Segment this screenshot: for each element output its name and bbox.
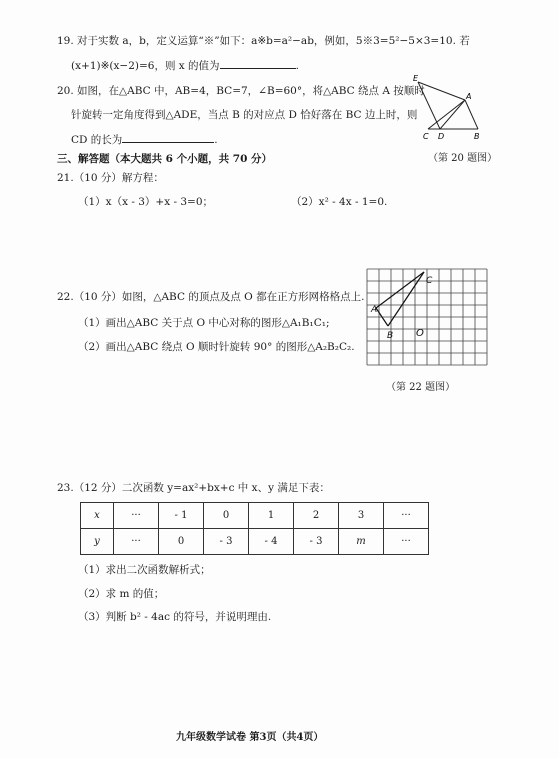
q20-line3-end: . (214, 134, 218, 146)
q23-cell: 2 (294, 503, 339, 529)
q19-line2 (71, 57, 299, 73)
q21-head: 21.（10 分）解方程： (57, 172, 164, 184)
q22-grid-figure (364, 266, 490, 372)
q19-line2-text: (x+1)※(x−2)=6，则 x 的值为 (71, 60, 220, 72)
q20-line2: 针旋转一定角度得到△ADE，当点 B 的对应点 D 恰好落在 BC 边上时，则 (71, 109, 418, 121)
q20-seg-AD (440, 100, 465, 129)
q19-answer-blank[interactable] (220, 57, 296, 69)
q20-answer-blank[interactable] (122, 131, 214, 143)
q23-row-y (81, 529, 429, 555)
q22-seg-AC (376, 272, 424, 308)
q23-cell: - 4 (249, 529, 294, 555)
page-footer: 九年级数学试卷 第3页（共4页） (176, 732, 324, 743)
q22-label-B: B (387, 331, 394, 341)
q22-label-C: C (426, 276, 433, 286)
q23-head: 23.（12 分）二次函数 y=ax²+bx+c 中 x、y 满足下表： (57, 482, 330, 494)
q22-head: 22.（10 分）如图，△ABC 的顶点及点 O 都在正方形网格格点上. (57, 291, 365, 303)
q19-line1: 19. 对于实数 a，b，定义运算“※”如下：a※b=a²−ab，例如，5※3=5²−5×3=10. 若 (57, 35, 470, 47)
q21-part1: （1）x（x - 3）+x - 3=0； (78, 196, 214, 208)
q20-line3 (71, 131, 218, 147)
q20-seg-AB (465, 100, 478, 129)
q23-cell: y (81, 529, 114, 555)
q20-label-A: A (466, 92, 472, 101)
q23-cell: ··· (384, 529, 429, 555)
section3-title: 三、解答题（本大题共 6 个小题，共 70 分） (57, 153, 273, 165)
q23-cell: ··· (384, 503, 429, 529)
q22-part2: （2）画出△ABC 绕点 O 顺时针旋转 90° 的图形△A₂B₂C₂. (78, 341, 355, 353)
q23-cell: ··· (114, 503, 159, 529)
q23-cell: 0 (204, 503, 249, 529)
q23-cell: - 3 (204, 529, 249, 555)
q23-part1: （1）求出二次函数解析式； (78, 564, 211, 576)
q20-label-D: D (438, 132, 445, 141)
q23-cell: - 3 (294, 529, 339, 555)
q19-line2-end: . (295, 60, 299, 72)
q23-cell: 1 (249, 503, 294, 529)
q23-cell: 3 (339, 503, 384, 529)
q20-line1: 20. 如图，在△ABC 中，AB=4，BC=7，∠B=60°，将△ABC 绕点 A 按顺时 (57, 85, 425, 97)
q22-label-A: A (371, 305, 378, 315)
q20-label-B: B (474, 132, 480, 141)
q23-cell: - 1 (159, 503, 204, 529)
q20-caption: （第 20 题图） (428, 153, 498, 164)
q23-part2: （2）求 m 的值； (78, 588, 165, 600)
q23-cell: 0 (159, 529, 204, 555)
q23-cell: x (81, 503, 114, 529)
q20-label-C: C (423, 132, 429, 141)
q22-part1: （1）画出△ABC 关于点 O 中心对称的图形△A₁B₁C₁; (78, 317, 330, 329)
q22-label-O: O (416, 328, 424, 339)
q22-seg-BC (388, 272, 424, 326)
q23-cell: ··· (114, 529, 159, 555)
q23-table (80, 502, 429, 555)
q21-part2: （2）x² - 4x - 1=0. (291, 196, 388, 208)
q23-cell: m (339, 529, 384, 555)
q20-label-E: E (413, 74, 419, 83)
q20-line3-text: CD 的长为 (71, 134, 123, 146)
q22-caption: （第 22 题图） (386, 382, 456, 393)
q20-figure (410, 72, 490, 144)
q23-row-x (81, 503, 429, 529)
q23-part3: （3）判断 b² - 4ac 的符号，并说明理由. (78, 611, 272, 623)
